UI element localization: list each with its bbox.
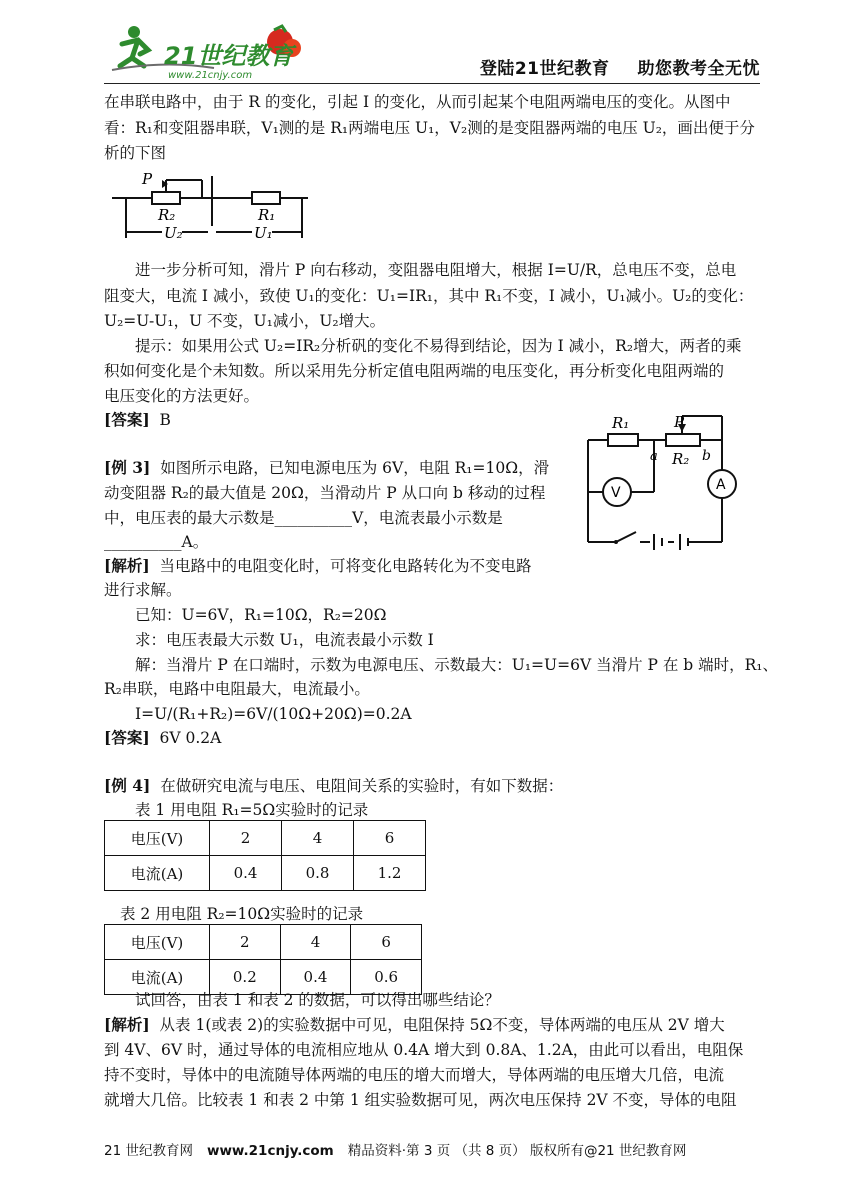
text-line: 到 4V、6V 时，通过导体的电流相应地从 0.4A 增大到 0.8A、1.2A，由此可以看出，电阻保 — [104, 1041, 744, 1059]
header-divider — [104, 83, 760, 84]
text-line: 求：电压表最大示数 U₁，电流表最小示数 I — [135, 631, 434, 649]
table-cell: 电流(A) — [105, 960, 210, 995]
answer-2: [答案] 6V 0.2A — [104, 728, 222, 747]
text-line: U₂=U-U₁，U 不变，U₁减小，U₂增大。 — [104, 312, 386, 330]
table-row — [105, 821, 426, 856]
text-line: 就增大几倍。比较表 1 和表 2 中第 1 组实验数据可见，两次电压保持 2V 不变，导体的电阻 — [104, 1091, 737, 1109]
text-line: 阻变大，电流 I 减小，致使 U₁的变化：U₁=IR₁，其中 R₁不变，I 减小，U₁减小。U₂的变化： — [104, 287, 754, 305]
table-cell: 电压(V) — [105, 821, 210, 856]
slider-label: P — [674, 413, 685, 431]
table-row — [105, 925, 422, 960]
table-cell: 0.2 — [210, 960, 281, 995]
table-cell: 0.8 — [282, 856, 354, 891]
slider-label: P — [142, 170, 153, 188]
u2-label: U₂ — [164, 224, 183, 242]
answer-1: [答案] B — [104, 410, 171, 429]
text-line: 持不变时，导体中的电流随导体两端的电压的增大而增大，导体两端的电压增大几倍，电流 — [104, 1066, 725, 1084]
series-circuit-diagram — [112, 166, 312, 246]
table-cell: 6 — [354, 821, 426, 856]
example-3-line: [例 3] 如图所示电路，已知电源电压为 6V，电阻 R₁=10Ω，滑 — [104, 458, 550, 477]
r2-label: R₂ — [158, 206, 176, 224]
analysis-line: [解析] 当电路中的电阻变化时，可将变化电路转化为不变电路 — [104, 556, 532, 575]
text-line: 进行求解。 — [104, 581, 182, 599]
ammeter-label: A — [716, 477, 726, 493]
r1-label: R₁ — [612, 414, 630, 432]
point-a-label: a — [650, 449, 658, 464]
footer-url[interactable]: www.21cnjy.com — [206, 1143, 334, 1159]
text-line: 动变阻器 R₂的最大值是 20Ω，当滑动片 P 从口向 b 移动的过程 — [104, 484, 546, 502]
footer-info: 精品资料·第 3 页 （共 8 页） 版权所有@21 世纪教育网 — [347, 1143, 687, 1159]
text-line: 已知：U=6V，R₁=10Ω，R₂=20Ω — [135, 606, 387, 624]
slogan-login: 登陆21世纪教育 — [479, 59, 610, 79]
table-cell: 电压(V) — [105, 925, 210, 960]
example-4-line: [例 4] 在做研究电流与电压、电阻间关系的实验时，有如下数据： — [104, 776, 564, 795]
table-cell: 1.2 — [354, 856, 426, 891]
table-cell: 4 — [280, 925, 351, 960]
logo — [104, 20, 304, 80]
text-line: 析的下图 — [104, 144, 167, 162]
rheostat-circuit-diagram — [578, 410, 756, 560]
text-line: 看：R₁和变阻器串联，V₁测的是 R₁两端电压 U₁，V₂测的是变阻器两端的电压 U₂，画出便于分 — [104, 119, 755, 137]
header-slogan — [452, 54, 760, 79]
text-line: R₂串联，电路中电阻最大，电流最小。 — [104, 680, 370, 698]
table-1-caption: 表 1 用电阻 R₁=5Ω实验时的记录 — [135, 801, 369, 819]
table-cell: 0.4 — [210, 856, 282, 891]
r2-label: R₂ — [672, 450, 690, 468]
slogan-help: 助您教考全无忧 — [637, 59, 760, 79]
text-line: 电压变化的方法更好。 — [104, 387, 260, 405]
table-cell: 0.4 — [280, 960, 351, 995]
table-cell: 2 — [210, 925, 281, 960]
text-line: 在串联电路中，由于 R 的变化，引起 I 的变化，从而引起某个电阻两端电压的变化。从图中 — [104, 93, 731, 111]
table-2-caption: 表 2 用电阻 R₂=10Ω实验时的记录 — [120, 905, 364, 923]
table-row — [105, 856, 426, 891]
table-cell: 2 — [210, 821, 282, 856]
logo-url: www.21cnjy.com — [168, 70, 253, 81]
table-2 — [104, 924, 422, 995]
text-line: I=U/(R₁+R₂)=6V/(10Ω+20Ω)=0.2A — [135, 705, 412, 723]
text-line: 提示：如果用公式 U₂=IR₂分析矾的变化不易得到结论，因为 I 减小，R₂增大，两者的乘 — [135, 337, 742, 355]
table-1 — [104, 820, 426, 891]
text-line: 试回答，由表 1 和表 2 的数据，可以得出哪些结论？ — [135, 991, 500, 1009]
text-line: 积如何变化是个未知数。所以采用先分析定值电阻两端的电压变化，再分析变化电阻两端的 — [104, 362, 725, 380]
page-footer — [104, 1139, 686, 1159]
table-cell: 电流(A) — [105, 856, 210, 891]
voltmeter-label: V — [611, 485, 621, 501]
u1-label: U₁ — [254, 224, 273, 242]
table-cell: 0.6 — [351, 960, 422, 995]
analysis-2-line: [解析] 从表 1(或表 2)的实验数据中可见，电阻保持 5Ω不变，导体两端的电压从 2V 增大 — [104, 1015, 725, 1034]
logo-text: 21世纪教育 — [164, 42, 294, 70]
table-cell: 4 — [282, 821, 354, 856]
text-line: 中，电压表的最大示数是__________V，电流表最小示数是 — [104, 509, 503, 527]
logo-graphic — [104, 20, 304, 82]
table-cell: 6 — [351, 925, 422, 960]
point-b-label: b — [702, 448, 711, 464]
text-line: 进一步分析可知，滑片 P 向右移动，变阻器电阻增大，根据 I=U/R，总电压不变，总电 — [135, 261, 737, 279]
r1-label: R₁ — [258, 206, 276, 224]
text-line: 解：当滑片 P 在口端时，示数为电源电压、示数最大：U₁=U=6V 当滑片 P 在 b 端时，R₁、 — [135, 656, 779, 674]
text-line: __________A。 — [104, 533, 209, 551]
footer-site: 21 世纪教育网 — [104, 1143, 193, 1159]
